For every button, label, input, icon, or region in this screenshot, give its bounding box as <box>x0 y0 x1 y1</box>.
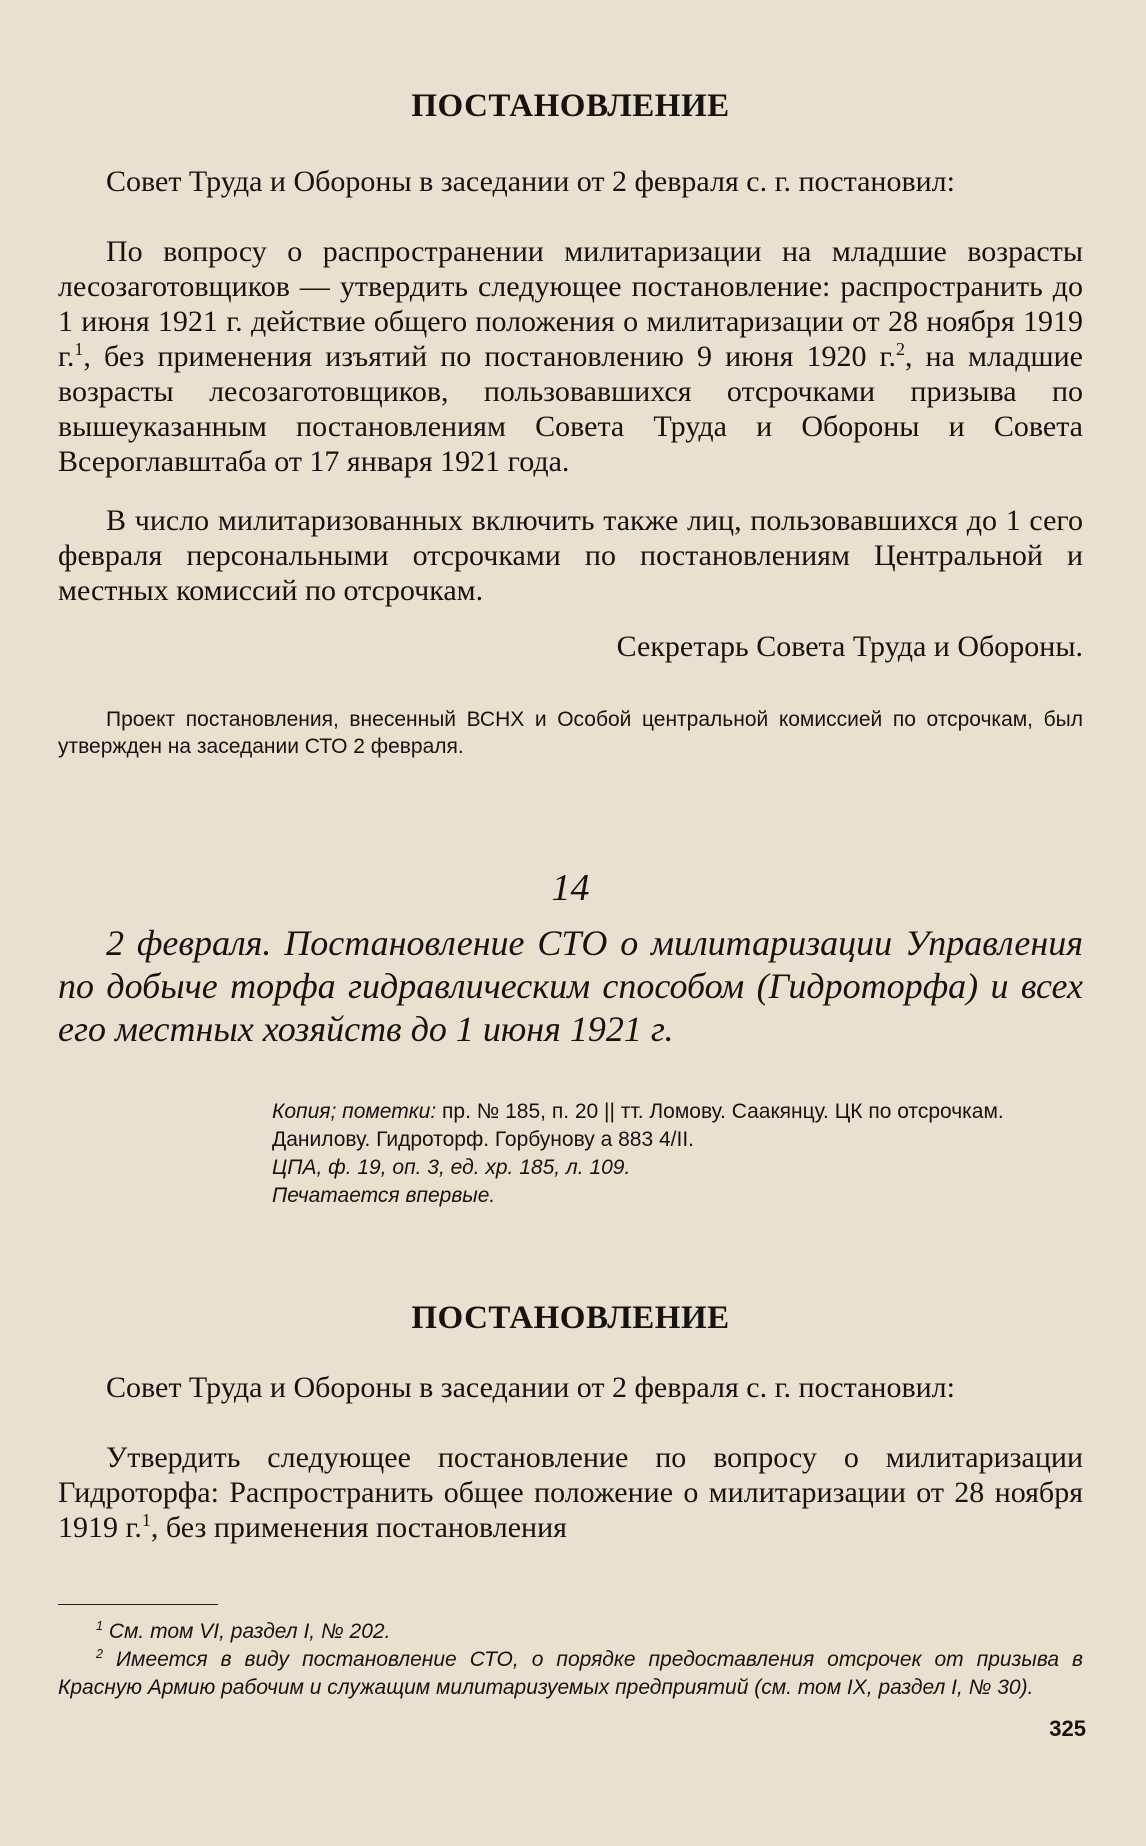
section2-paragraph-2-part-a: Утвердить следующее постановление по вопросу о милитаризации Гидроторфа: Распространить общее положение о милитаризации от 28 ноября 1919 г. <box>58 1441 1083 1544</box>
footnote-separator <box>58 1604 218 1605</box>
footnote-2-mark: 2 <box>96 1647 104 1661</box>
copy-label: Копия; пометки: <box>272 1100 437 1123</box>
footnote-ref-1b: 1 <box>141 1510 151 1530</box>
footnote-1-mark: 1 <box>96 1619 104 1633</box>
section1-heading: ПОСТАНОВЛЕНИЕ <box>411 88 730 124</box>
section2-heading: ПОСТАНОВЛЕНИЕ <box>411 1300 730 1336</box>
section1-paragraph-2-part-b: , без применения изъятий по постановлению 9 июня 1920 г. <box>83 340 896 373</box>
footnote-2-text: Имеется в виду постановление СТО, о порядке предоставления отсрочек от призыва в Красную Армию рабочим и служащим милитаризуемых предприятий (см. том IX, раздел I, № 30). <box>58 1648 1083 1699</box>
section1-paragraph-2 <box>58 234 1083 479</box>
copy-text: пр. № 185, п. 20 || тт. Ломову. Саакянцу. ЦК по отсрочкам. Данилову. Гидроторф. Горбунову а 883 4/II. <box>272 1100 1004 1151</box>
footnote-1 <box>58 1618 1083 1646</box>
document-title: 2 февраля. Постановление СТО о милитаризации Управления по добыче торфа гидравлическим способом (Гидроторфа) и всех его местных хозяйств до 1 июня 1921 г. <box>58 923 1083 1049</box>
footnote-1-text: См. том VI, раздел I, № 202. <box>108 1620 391 1643</box>
section2-paragraph-1: Совет Труда и Обороны в заседании от 2 февраля с. г. постановил: <box>106 1371 955 1404</box>
section1-editorial-note: Проект постановления, внесенный ВСНХ и Особой центральной комиссией по отсрочкам, был утвержден на заседании СТО 2 февраля. <box>58 708 1083 758</box>
section2-paragraph-2 <box>58 1440 1083 1545</box>
section1-paragraph-2-part-a: По вопросу о распространении милитаризации на младшие возрасты лесозаготовщиков — утвердить следующее постановление: распространить до 1 июня 1921 г. действие общего положения о милитаризации от 28 ноября 1919 г. <box>58 235 1083 373</box>
footnote-ref-1: 1 <box>74 339 84 359</box>
section1-paragraph-3: В число милитаризованных включить также лиц, пользовавшихся до 1 сего февраля персональными отсрочками по постановлениям Центральной и местных комиссий по отсрочкам. <box>58 504 1083 607</box>
document-copy-notes <box>272 1098 1083 1154</box>
footnote-ref-2: 2 <box>895 339 905 359</box>
page-number: 325 <box>1049 1716 1086 1741</box>
section1-signature: Секретарь Совета Труда и Обороны. <box>616 630 1083 663</box>
section2-paragraph-2-part-b: , без применения постановления <box>150 1511 567 1544</box>
section1-paragraph-1: Совет Труда и Обороны в заседании от 2 февраля с. г. постановил: <box>106 165 955 198</box>
footnote-2 <box>58 1646 1083 1702</box>
publication-note: Печатается впервые. <box>272 1184 496 1207</box>
document-number: 14 <box>551 867 590 909</box>
section1-paragraph-2-part-c: , на младшие возрасты лесозаготовщиков, пользовавшихся отсрочками призыва по вышеуказанным постановлениям Совета Труда и Обороны и Совета Всероглавштаба от 17 января 1921 года. <box>58 340 1083 478</box>
archive-reference: ЦПА, ф. 19, оп. 3, ед. хр. 185, л. 109. <box>272 1156 631 1179</box>
